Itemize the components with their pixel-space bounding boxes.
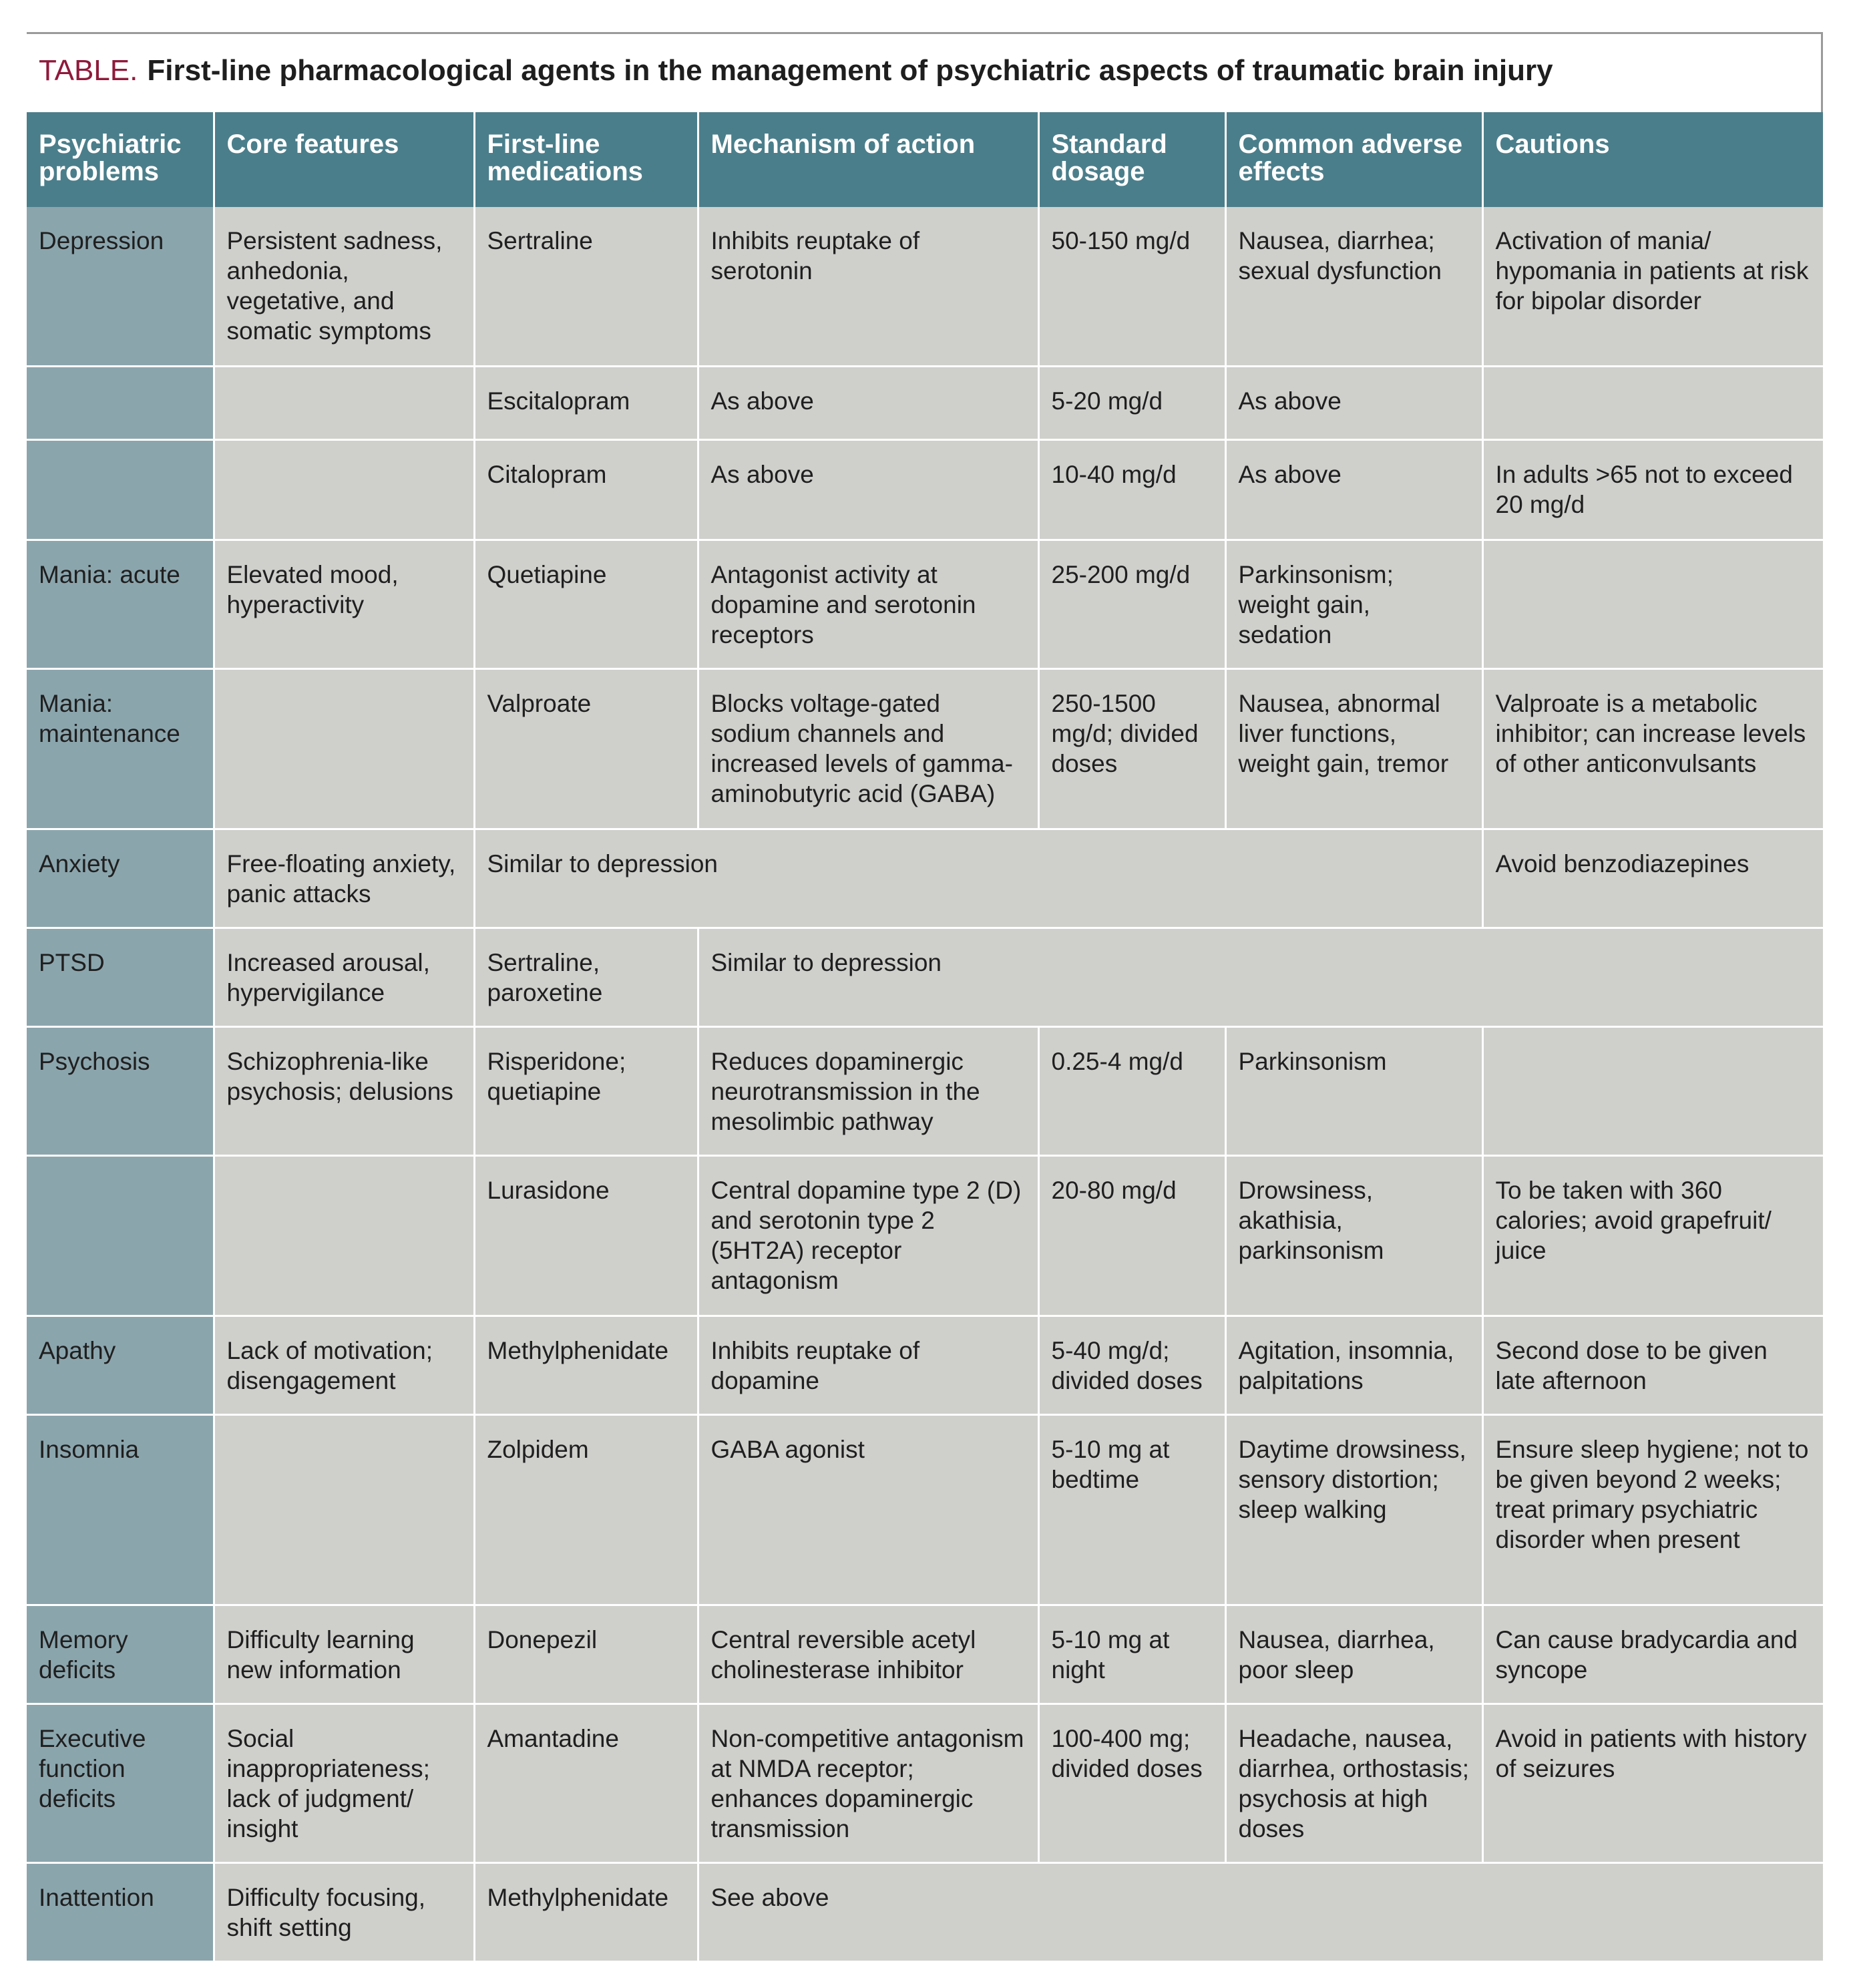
mechanism-cell: As above	[698, 366, 1038, 439]
cautions-cell	[1482, 540, 1823, 668]
dosage-cell: 25-200 mg/d	[1038, 540, 1225, 668]
features-cell	[214, 1155, 474, 1316]
cautions-cell: Avoid in patients with history of seizures	[1482, 1704, 1823, 1862]
dosage-cell: 0.25-4 mg/d	[1038, 1026, 1225, 1155]
mechanism-cell: Antagonist activity at dopamine and serotonin receptors	[698, 540, 1038, 668]
merged-cell: Similar to depression	[698, 928, 1823, 1026]
features-cell	[214, 1414, 474, 1605]
dosage-cell: 50-150 mg/d	[1038, 207, 1225, 366]
dosage-cell: 5-10 mg at bedtime	[1038, 1414, 1225, 1605]
table-row	[27, 1414, 1823, 1605]
cautions-cell: Valproate is a metabolic inhibitor; can increase levels of other anticonvulsants	[1482, 668, 1823, 829]
mechanism-cell: Inhibits reuptake of serotonin	[698, 207, 1038, 366]
problem-cell: Executive function deficits	[27, 1704, 214, 1862]
medication-cell: Quetiapine	[474, 540, 698, 668]
header-cell: Mechanism of action	[698, 112, 1038, 207]
mechanism-cell: Central dopamine type 2 (D) and serotonin type 2 (5HT2A) receptor antagonism	[698, 1155, 1038, 1316]
features-cell: Schizophrenia-like psychosis; delusions	[214, 1026, 474, 1155]
cautions-cell: Can cause bradycardia and syncope	[1482, 1605, 1823, 1704]
dosage-cell: 5-20 mg/d	[1038, 366, 1225, 439]
table-row	[27, 1026, 1823, 1155]
table-row	[27, 928, 1823, 1026]
adverse-cell: Nausea, abnormal liver functions, weight gain, tremor	[1225, 668, 1482, 829]
dosage-cell: 250-1500 mg/d; divided doses	[1038, 668, 1225, 829]
problem-cell: Mania: acute	[27, 540, 214, 668]
medication-cell: Lurasidone	[474, 1155, 698, 1316]
cautions-cell: Avoid benzodiazepines	[1482, 829, 1823, 928]
medication-cell: Citalopram	[474, 439, 698, 540]
medication-cell: Methylphenidate	[474, 1862, 698, 1961]
features-cell: Difficulty learning new information	[214, 1605, 474, 1704]
table-row	[27, 1155, 1823, 1316]
features-cell: Difficulty focusing, shift setting	[214, 1862, 474, 1961]
header-cell: Cautions	[1482, 112, 1823, 207]
dosage-cell: 100-400 mg; divided doses	[1038, 1704, 1225, 1862]
merged-cell: See above	[698, 1862, 1823, 1961]
table-row	[27, 668, 1823, 829]
features-cell: Increased arousal, hypervigilance	[214, 928, 474, 1026]
medication-cell: Escitalopram	[474, 366, 698, 439]
adverse-cell: Parkinsonism	[1225, 1026, 1482, 1155]
adverse-cell: Drowsiness, akathisia, parkinsonism	[1225, 1155, 1482, 1316]
medication-cell: Donepezil	[474, 1605, 698, 1704]
problem-cell: Anxiety	[27, 829, 214, 928]
adverse-cell: Agitation, insomnia, palpitations	[1225, 1316, 1482, 1414]
dosage-cell: 10-40 mg/d	[1038, 439, 1225, 540]
mechanism-cell: GABA agonist	[698, 1414, 1038, 1605]
mechanism-cell: Inhibits reuptake of dopamine	[698, 1316, 1038, 1414]
table-row	[27, 366, 1823, 439]
problem-cell: Psychosis	[27, 1026, 214, 1155]
cautions-cell: In adults >65 not to exceed 20 mg/d	[1482, 439, 1823, 540]
mechanism-cell: Blocks voltage-gated sodium channels and increased levels of gamma-aminobutyric acid (GABA)	[698, 668, 1038, 829]
dosage-cell: 5-40 mg/d; divided doses	[1038, 1316, 1225, 1414]
cautions-cell: Activation of mania/ hypomania in patients at risk for bipolar disorder	[1482, 207, 1823, 366]
features-cell: Persistent sadness, anhedonia, vegetative, and somatic symptoms	[214, 207, 474, 366]
features-cell	[214, 668, 474, 829]
adverse-cell: As above	[1225, 439, 1482, 540]
adverse-cell: Daytime drowsiness, sensory distortion; sleep walking	[1225, 1414, 1482, 1605]
cautions-cell: To be taken with 360 calories; avoid grapefruit/ juice	[1482, 1155, 1823, 1316]
cautions-cell: Second dose to be given late afternoon	[1482, 1316, 1823, 1414]
header-cell: Psychiatric problems	[27, 112, 214, 207]
table-row	[27, 829, 1823, 928]
medication-cell: Sertraline, paroxetine	[474, 928, 698, 1026]
problem-cell: Inattention	[27, 1862, 214, 1961]
adverse-cell: Nausea, diarrhea, poor sleep	[1225, 1605, 1482, 1704]
merged-cell: Similar to depression	[474, 829, 1482, 928]
features-cell: Social inappropriateness; lack of judgment/ insight	[214, 1704, 474, 1862]
table-row	[27, 1316, 1823, 1414]
problem-cell: PTSD	[27, 928, 214, 1026]
table-row	[27, 540, 1823, 668]
dosage-cell: 20-80 mg/d	[1038, 1155, 1225, 1316]
features-cell: Free-floating anxiety, panic attacks	[214, 829, 474, 928]
medication-cell: Risperidone; quetiapine	[474, 1026, 698, 1155]
cautions-cell	[1482, 1026, 1823, 1155]
mechanism-cell: Central reversible acetyl cholinesterase inhibitor	[698, 1605, 1038, 1704]
medication-cell: Valproate	[474, 668, 698, 829]
medication-cell: Methylphenidate	[474, 1316, 698, 1414]
table-row	[27, 1704, 1823, 1862]
problem-cell: Insomnia	[27, 1414, 214, 1605]
table-row	[27, 1862, 1823, 1961]
dosage-cell: 5-10 mg at night	[1038, 1605, 1225, 1704]
problem-cell: Depression	[27, 207, 214, 366]
cautions-cell	[1482, 366, 1823, 439]
mechanism-cell: As above	[698, 439, 1038, 540]
problem-cell	[27, 1155, 214, 1316]
table-title-text: First-line pharmacological agents in the management of psychiatric aspects of traumatic brain injury	[147, 54, 1553, 87]
features-cell: Elevated mood, hyperactivity	[214, 540, 474, 668]
adverse-cell: Nausea, diarrhea; sexual dysfunction	[1225, 207, 1482, 366]
table-title	[39, 54, 1553, 87]
features-cell	[214, 439, 474, 540]
table-row	[27, 1605, 1823, 1704]
problem-cell: Apathy	[27, 1316, 214, 1414]
cautions-cell: Ensure sleep hygiene; not to be given beyond 2 weeks; treat primary psychiatric disorder when present	[1482, 1414, 1823, 1605]
header-cell: Standard dosage	[1038, 112, 1225, 207]
medication-cell: Sertraline	[474, 207, 698, 366]
table-row	[27, 207, 1823, 366]
medication-table	[27, 112, 1823, 1963]
table-row	[27, 439, 1823, 540]
problem-cell: Memory deficits	[27, 1605, 214, 1704]
adverse-cell: Headache, nausea, diarrhea, orthostasis; psychosis at high doses	[1225, 1704, 1482, 1862]
mechanism-cell: Reduces dopaminergic neurotransmission in the mesolimbic pathway	[698, 1026, 1038, 1155]
header-cell: Common adverse effects	[1225, 112, 1482, 207]
problem-cell: Mania: maintenance	[27, 668, 214, 829]
header-cell: Core features	[214, 112, 474, 207]
table-header-row	[27, 112, 1823, 207]
adverse-cell: Parkinsonism; weight gain, sedation	[1225, 540, 1482, 668]
adverse-cell: As above	[1225, 366, 1482, 439]
problem-cell	[27, 366, 214, 439]
features-cell	[214, 366, 474, 439]
table-title-box	[27, 32, 1823, 112]
medication-cell: Zolpidem	[474, 1414, 698, 1605]
mechanism-cell: Non-competitive antagonism at NMDA receptor; enhances dopaminergic transmission	[698, 1704, 1038, 1862]
medication-cell: Amantadine	[474, 1704, 698, 1862]
table-label: TABLE.	[39, 54, 138, 87]
features-cell: Lack of motivation; disengagement	[214, 1316, 474, 1414]
problem-cell	[27, 439, 214, 540]
header-cell: First-line medications	[474, 112, 698, 207]
